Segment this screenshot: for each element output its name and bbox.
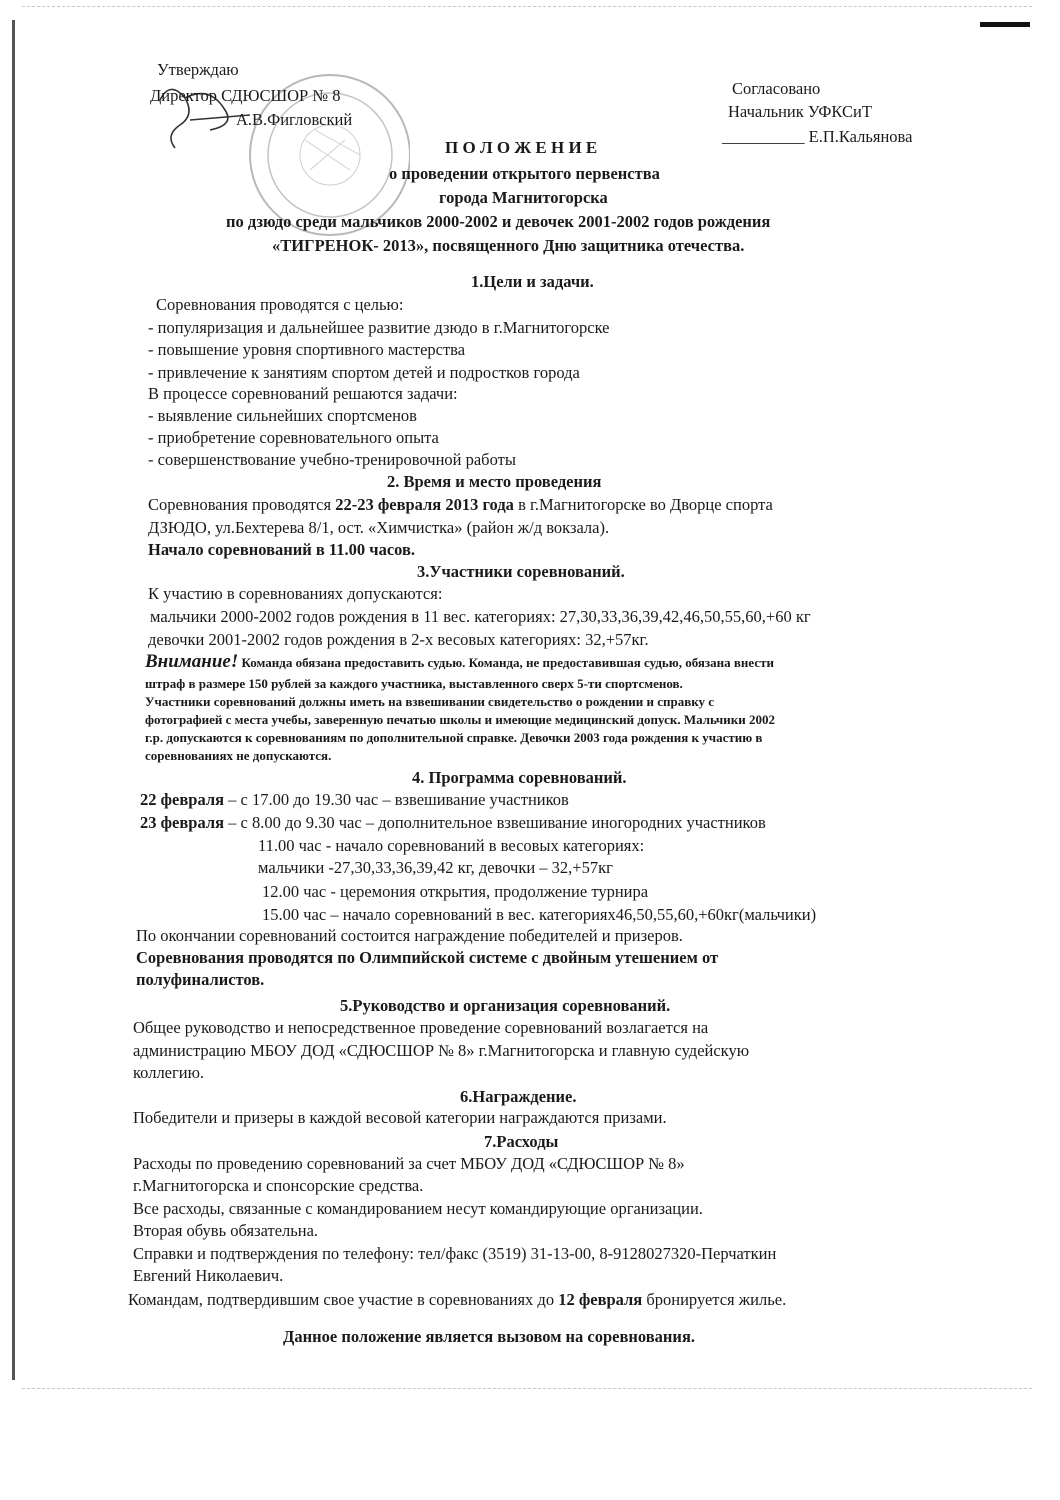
s1-line-4: - привлечение к занятиям спортом детей и подростков города [148, 363, 580, 382]
s4-awards: По окончании соревнований состоится награждение победителей и призеров. [136, 926, 683, 945]
s2-line-3: Начало соревнований в 11.00 часов. [148, 540, 416, 559]
s3-note-6: соревнованиях не допускаются. [145, 748, 332, 763]
s3-note-1: Внимание! Команда обязана предоставить судью. Команда, не предоставившая судью, обязана внести [145, 651, 774, 672]
s7-line-6: Евгений Николаевич. [133, 1266, 284, 1285]
s4-program-2: мальчики -27,30,33,36,39,42 кг, девочки – 32,+57кг [258, 858, 613, 877]
s3-note-3: Участники соревнований должны иметь на взвешивании свидетельство о рождении и справку с [145, 694, 715, 709]
title-line-2: города Магнитогорска [439, 188, 608, 207]
s3-note-4: фотографией с места учебы, заверенную печатью школы и имеющие медицинский допуск. Мальчики 2002 [145, 712, 775, 727]
s5-line-2: администрацию МБОУ ДОД «СДЮСШОР № 8» г.Магнитогорска и главную судейскую [133, 1041, 750, 1060]
s1-line-2: - популяризация и дальнейшее развитие дзюдо в г.Магнитогорске [148, 318, 610, 337]
title-line-3: по дзюдо среди мальчиков 2000-2002 и девочек 2001-2002 годов рождения [226, 212, 771, 231]
s4-program-4: 15.00 час – начало соревнований в вес. категориях46,50,55,60,+60кг(мальчики) [262, 905, 817, 924]
footer-note: Данное положение является вызовом на соревнования. [283, 1327, 695, 1346]
s5-line-1: Общее руководство и непосредственное проведение соревнований возлагается на [133, 1018, 709, 1037]
s4-program-1: 11.00 час - начало соревнований в весовых категориях: [258, 836, 645, 855]
s3-line-1: К участию в соревнованиях допускаются: [148, 584, 443, 603]
s5-line-3: коллегию. [133, 1063, 205, 1082]
scan-edge-bottom [22, 1388, 1032, 1389]
section-5-title: 5.Руководство и организация соревнований. [340, 996, 671, 1015]
s7-line-3: Все расходы, связанные с командированием несут командирующие организации. [133, 1199, 703, 1218]
s6-line-1: Победители и призеры в каждой весовой категории награждаются призами. [133, 1108, 667, 1127]
section-6-title: 6.Награждение. [460, 1087, 577, 1106]
s4-day-1: 22 февраля – с 17.00 до 19.30 час – взвешивание участников [140, 790, 569, 809]
s4-system-1: Соревнования проводятся по Олимпийской системе с двойным утешением от [136, 948, 719, 967]
s3-line-2: мальчики 2000-2002 годов рождения в 11 вес. категориях: 27,30,33,36,39,42,46,50,55,60,+60 кг [150, 607, 811, 626]
attention-label: Внимание! [145, 651, 239, 672]
s7-line-1: Расходы по проведению соревнований за счет МБОУ ДОД «СДЮСШОР № 8» [133, 1154, 685, 1173]
s1-line-3: - повышение уровня спортивного мастерства [148, 340, 466, 359]
s4-day-2: 23 февраля – с 8.00 до 9.30 час – дополнительное взвешивание иногородних участников [140, 813, 766, 832]
s1-line-1: Соревнования проводятся с целью: [156, 295, 404, 314]
approved-signature-name: А.В.Фигловский [236, 110, 353, 129]
s7-line-7: Командам, подтвердившим свое участие в соревнованиях до 12 февраля бронируется жилье. [128, 1290, 787, 1309]
section-2-title: 2. Время и место проведения [387, 472, 602, 491]
s1-line-5: В процессе соревнований решаются задачи: [148, 384, 458, 403]
s1-line-6: - выявление сильнейших спортсменов [148, 406, 417, 425]
scan-edge-left [12, 20, 15, 1380]
s1-line-7: - приобретение соревновательного опыта [148, 428, 439, 447]
approved-position: Директор СДЮСШОР № 8 [150, 86, 341, 105]
title-line-1: о проведении открытого первенства [389, 164, 660, 183]
scan-edge-top [22, 6, 1032, 7]
scan-corner-mark [980, 22, 1030, 27]
s3-line-3: девочки 2001-2002 годов рождения в 2-х весовых категориях: 32,+57кг. [148, 630, 649, 649]
s4-program-3: 12.00 час - церемония открытия, продолжение турнира [262, 882, 649, 901]
section-7-title: 7.Расходы [484, 1132, 559, 1151]
section-3-title: 3.Участники соревнований. [417, 562, 625, 581]
title-line-4: «ТИГРЕНОК- 2013», посвященного Дню защитника отечества. [272, 236, 745, 255]
document-title: П О Л О Ж Е Н И Е [445, 138, 598, 157]
s1-line-8: - совершенствование учебно-тренировочной работы [148, 450, 516, 469]
s7-line-2: г.Магнитогорска и спонсорские средства. [133, 1176, 424, 1195]
s7-line-5: Справки и подтверждения по телефону: тел/факс (3519) 31-13-00, 8-9128027320-Перчаткин [133, 1244, 777, 1263]
s3-note-5: г.р. допускаются к соревнованиям по дополнительной справке. Девочки 2003 года рождения к участию в [145, 730, 763, 745]
s3-note-2: штраф в размере 150 рублей за каждого участника, выставленного сверх 5-ти спортсменов. [145, 676, 683, 691]
s4-system-2: полуфиналистов. [136, 970, 265, 989]
section-4-title: 4. Программа соревнований. [412, 768, 627, 787]
s2-line-2: ДЗЮДО, ул.Бехтерева 8/1, ост. «Химчистка» (район ж/д вокзала). [148, 518, 610, 537]
agreed-position: Начальник УФКСиТ [728, 102, 872, 121]
section-1-title: 1.Цели и задачи. [471, 272, 594, 291]
approved-label: Утверждаю [157, 60, 239, 79]
s7-line-4: Вторая обувь обязательна. [133, 1221, 319, 1240]
agreed-signature-line: __________ Е.П.Кальянова [722, 127, 913, 146]
s2-line-1: Соревнования проводятся 22-23 февраля 2013 года в г.Магнитогорске во Дворце спорта [148, 495, 773, 514]
agreed-label: Согласовано [732, 79, 821, 98]
